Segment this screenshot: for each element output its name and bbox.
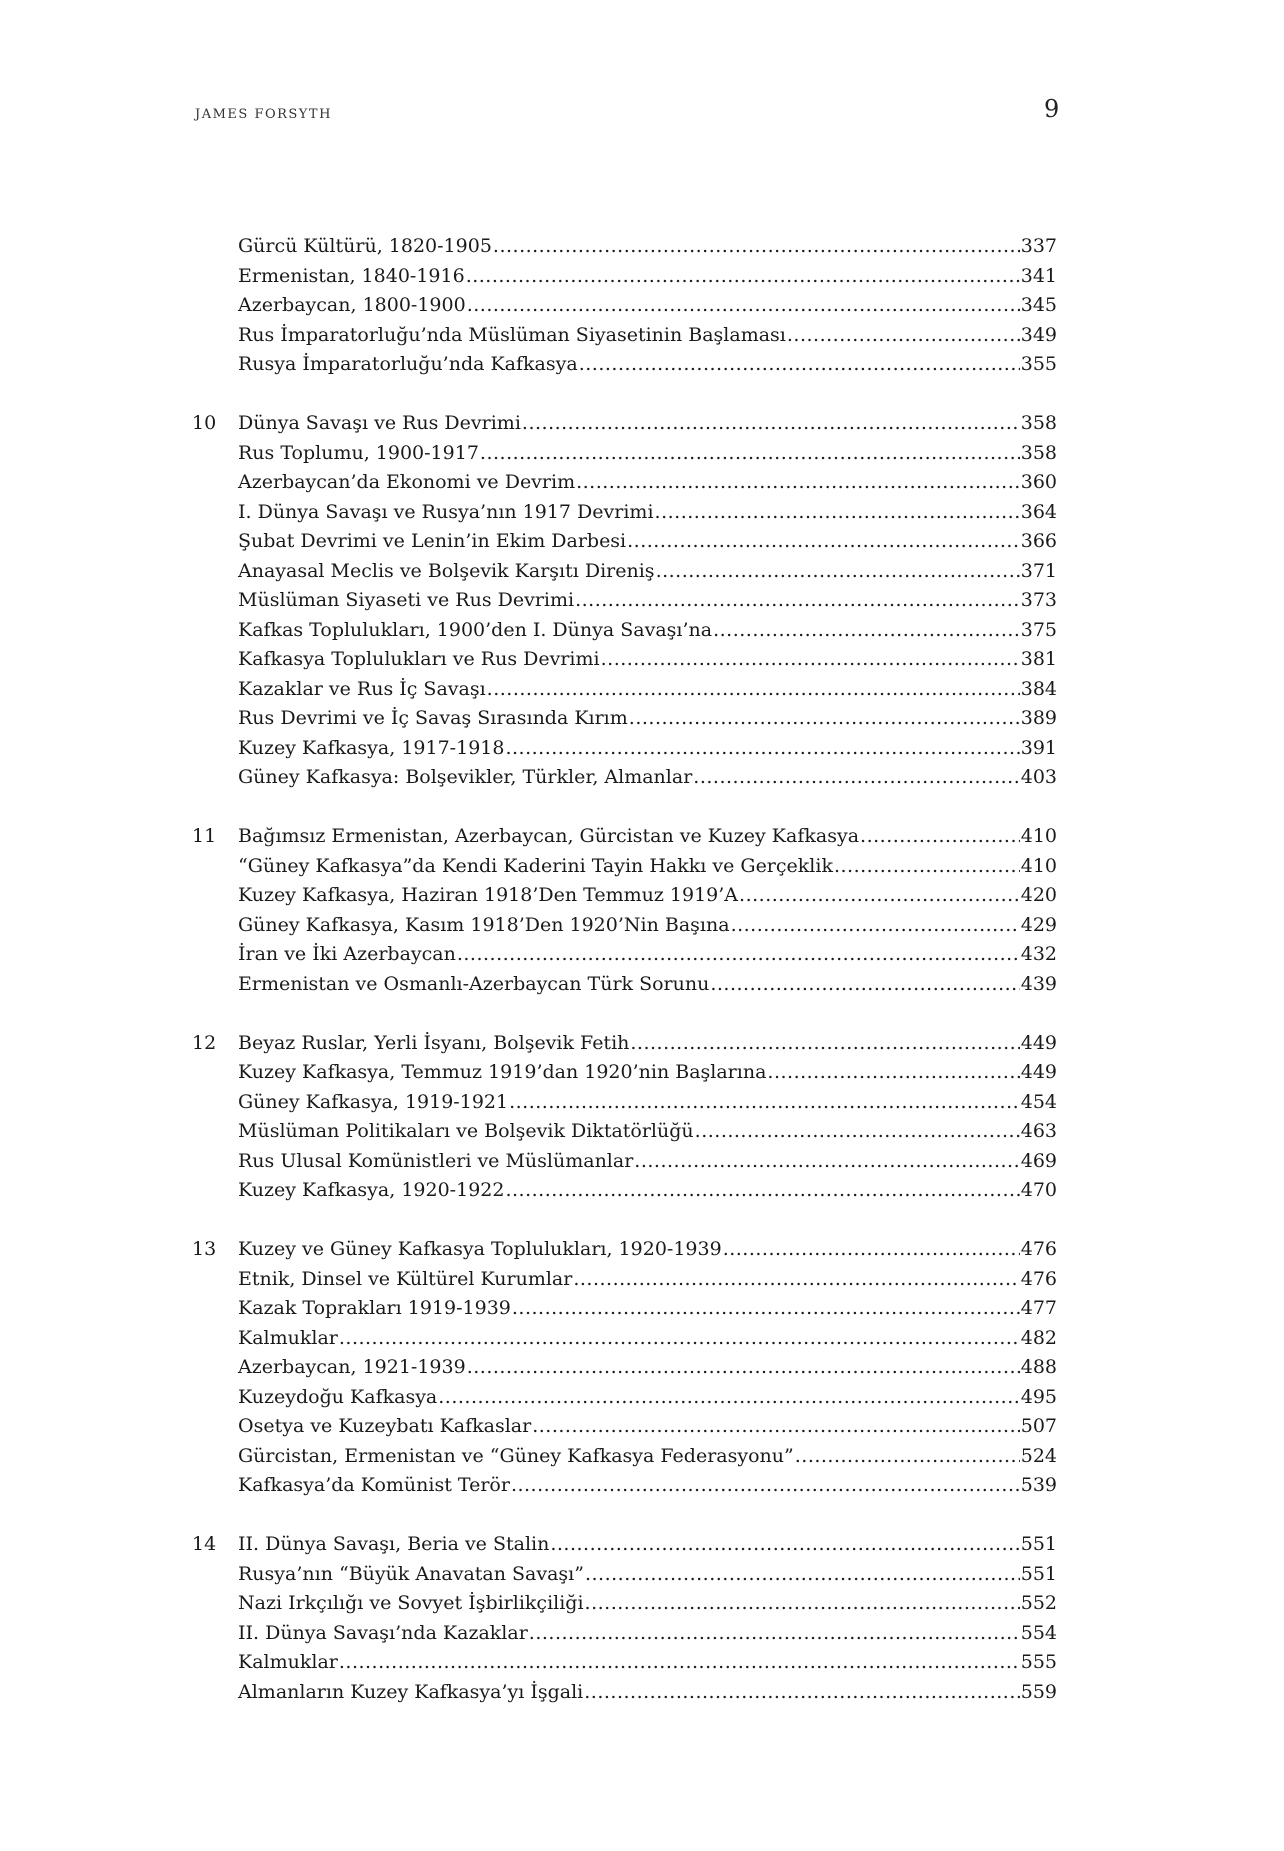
entry-title: Almanların Kuzey Kafkasya’yı İşgali — [238, 1680, 584, 1703]
toc-chapter-entry — [192, 1032, 1057, 1062]
toc-section-entry — [192, 1268, 1057, 1298]
dot-leader — [695, 1120, 1020, 1142]
toc-section-entry — [192, 1445, 1057, 1475]
entry-title: Kafkasya Toplulukları ve Rus Devrimi — [238, 648, 600, 670]
toc-section-entry — [192, 589, 1057, 619]
entry-title: Güney Kafkasya, Kasım 1918’Den 1920’Nin Başına — [238, 913, 730, 936]
dot-leader — [739, 884, 1020, 906]
toc-section-entry — [192, 1061, 1057, 1091]
dot-leader — [585, 1563, 1020, 1585]
entry-title: Rus Devrimi ve İç Savaş Sırasında Kırım — [238, 707, 628, 729]
toc-section-entry — [192, 914, 1057, 944]
toc-section-entry — [192, 471, 1057, 501]
entry-page-number: 524 — [1020, 1444, 1057, 1467]
entry-title: Anayasal Meclis ve Bolşevik Karşıtı Direniş — [238, 559, 655, 582]
entry-title: Osetya ve Kuzeybatı Kafkaslar — [238, 1415, 532, 1437]
entry-title: Rus İmparatorluğu’nda Müslüman Siyasetinin Başlaması — [238, 323, 786, 346]
toc-chapter-entry — [192, 825, 1057, 855]
entry-page-number: 559 — [1020, 1680, 1057, 1703]
dot-leader — [693, 766, 1019, 788]
entry-title: Müslüman Siyaseti ve Rus Devrimi — [238, 589, 575, 611]
dot-leader — [710, 973, 1019, 995]
toc-section-entry — [192, 1415, 1057, 1445]
dot-leader — [339, 1651, 1020, 1673]
toc-section-entry — [192, 884, 1057, 914]
entry-page-number: 463 — [1020, 1120, 1057, 1142]
toc-section-entry — [192, 560, 1057, 590]
dot-leader — [505, 737, 1019, 759]
dot-leader — [713, 619, 1020, 641]
entry-title: Rusya’nın “Büyük Anavatan Savaşı” — [238, 1562, 584, 1585]
toc-section-entry — [192, 648, 1057, 678]
dot-leader — [834, 855, 1020, 877]
toc-chapter-group — [192, 825, 1057, 1002]
entry-title: İran ve İki Azerbaycan — [238, 943, 456, 965]
chapter-number: 13 — [192, 1238, 217, 1260]
chapter-number: 12 — [192, 1031, 217, 1054]
dot-leader — [532, 1415, 1020, 1437]
dot-leader — [731, 914, 1020, 936]
toc-section-entry — [192, 1356, 1057, 1386]
entry-title: Rusya İmparatorluğu’nda Kafkasya — [238, 353, 578, 375]
entry-page-number: 477 — [1020, 1297, 1057, 1319]
dot-leader — [627, 530, 1020, 552]
entry-page-number: 366 — [1020, 530, 1057, 552]
dot-leader — [630, 1032, 1019, 1054]
dot-leader — [584, 1681, 1019, 1703]
toc-section-entry — [192, 1297, 1057, 1327]
dot-leader — [655, 501, 1020, 523]
dot-leader — [860, 825, 1020, 847]
entry-page-number: 488 — [1020, 1356, 1057, 1378]
dot-leader — [438, 1386, 1019, 1408]
entry-title: Dünya Savaşı ve Rus Devrimi — [238, 412, 521, 434]
entry-page-number: 551 — [1020, 1533, 1057, 1555]
toc-section-entry — [192, 943, 1057, 973]
dot-leader — [723, 1238, 1020, 1260]
entry-title: Rus Ulusal Komünistleri ve Müslümanlar — [238, 1149, 634, 1172]
toc-section-entry — [192, 1592, 1057, 1622]
entry-page-number: 337 — [1020, 235, 1057, 257]
entry-title: Kuzey Kafkasya, Haziran 1918’Den Temmuz 1919’A — [238, 884, 739, 906]
entry-page-number: 391 — [1020, 736, 1057, 759]
dot-leader — [512, 1297, 1020, 1319]
toc-section-entry — [192, 530, 1057, 560]
entry-title: Müslüman Politikaları ve Bolşevik Diktatörlüğü — [238, 1120, 694, 1142]
entry-title: Güney Kafkasya: Bolşevikler, Türkler, Almanlar — [238, 766, 693, 788]
toc-section-entry — [192, 442, 1057, 472]
entry-title: Nazi Irkçılığı ve Sovyet İşbirlikçiliği — [238, 1592, 584, 1614]
dot-leader — [579, 353, 1020, 375]
toc-section-entry — [192, 973, 1057, 1003]
entry-title: Gürcü Kültürü, 1820-1905 — [238, 235, 492, 257]
dot-leader — [629, 707, 1020, 729]
toc-chapter-group — [192, 235, 1057, 383]
entry-page-number: 507 — [1020, 1415, 1057, 1437]
dot-leader — [575, 589, 1020, 611]
entry-page-number: 371 — [1020, 559, 1057, 582]
entry-title: Kafkasya’da Komünist Terör — [238, 1474, 510, 1496]
toc-section-entry — [192, 855, 1057, 885]
dot-leader — [467, 294, 1020, 316]
entry-title: Azerbaycan, 1800-1900 — [238, 294, 466, 316]
entry-page-number: 410 — [1020, 854, 1057, 877]
entry-page-number: 349 — [1020, 323, 1057, 346]
entry-title: Kuzey Kafkasya, 1917-1918 — [238, 736, 505, 759]
entry-page-number: 449 — [1020, 1031, 1057, 1054]
chapter-number: 11 — [192, 825, 217, 847]
toc-chapter-group — [192, 412, 1057, 796]
toc-section-entry — [192, 1386, 1057, 1416]
entry-page-number: 554 — [1020, 1621, 1057, 1644]
chapter-number: 10 — [192, 412, 217, 434]
entry-page-number: 403 — [1020, 766, 1057, 788]
entry-title: Azerbaycan, 1921-1939 — [238, 1356, 466, 1378]
dot-leader — [634, 1150, 1019, 1172]
entry-title: Gürcistan, Ermenistan ve “Güney Kafkasya Federasyonu” — [238, 1444, 794, 1467]
toc-chapter-group — [192, 1032, 1057, 1209]
entry-title: I. Dünya Savaşı ve Rusya’nın 1917 Devrimi — [238, 500, 654, 523]
toc-section-entry — [192, 1179, 1057, 1209]
entry-page-number: 469 — [1020, 1149, 1057, 1172]
toc-section-entry — [192, 294, 1057, 324]
entry-page-number: 539 — [1020, 1474, 1057, 1496]
entry-title: Beyaz Ruslar, Yerli İsyanı, Bolşevik Fetih — [238, 1031, 630, 1054]
entry-title: Güney Kafkasya, 1919-1921 — [238, 1090, 509, 1113]
entry-page-number: 476 — [1020, 1238, 1057, 1260]
entry-page-number: 341 — [1020, 264, 1057, 287]
entry-title: Kalmuklar — [238, 1326, 338, 1349]
entry-title: Kafkas Toplulukları, 1900’den I. Dünya Savaşı’na — [238, 618, 713, 641]
toc-section-entry — [192, 707, 1057, 737]
entry-title: Kalmuklar — [238, 1651, 338, 1673]
toc-chapter-entry — [192, 1238, 1057, 1268]
dot-leader — [505, 1179, 1019, 1201]
toc-section-entry — [192, 737, 1057, 767]
toc-section-entry — [192, 353, 1057, 383]
dot-leader — [767, 1061, 1019, 1083]
chapter-number: 14 — [192, 1533, 217, 1555]
entry-page-number: 454 — [1020, 1090, 1057, 1113]
dot-leader — [550, 1533, 1019, 1555]
toc-section-entry — [192, 1622, 1057, 1652]
toc-chapter-entry — [192, 1533, 1057, 1563]
dot-leader — [339, 1327, 1020, 1349]
toc-section-entry — [192, 324, 1057, 354]
toc-section-entry — [192, 265, 1057, 295]
entry-title: Azerbaycan’da Ekonomi ve Devrim — [238, 471, 576, 493]
toc-section-entry — [192, 1150, 1057, 1180]
dot-leader — [585, 1592, 1020, 1614]
toc-section-entry — [192, 501, 1057, 531]
entry-page-number: 439 — [1020, 972, 1057, 995]
toc-chapter-entry — [192, 412, 1057, 442]
dot-leader — [480, 442, 1020, 464]
dot-leader — [787, 324, 1020, 346]
dot-leader — [573, 1268, 1019, 1290]
page-number: 9 — [1044, 95, 1060, 123]
entry-page-number: 384 — [1020, 677, 1057, 700]
dot-leader — [795, 1445, 1020, 1467]
entry-title: Ermenistan ve Osmanlı-Azerbaycan Türk Sorunu — [238, 972, 710, 995]
entry-page-number: 420 — [1020, 884, 1057, 906]
toc-section-entry — [192, 678, 1057, 708]
entry-page-number: 355 — [1020, 353, 1057, 375]
dot-leader — [466, 265, 1020, 287]
toc-section-entry — [192, 1120, 1057, 1150]
entry-title: Ermenistan, 1840-1916 — [238, 264, 465, 287]
entry-page-number: 449 — [1020, 1061, 1057, 1083]
dot-leader — [601, 648, 1020, 670]
entry-title: Kazaklar ve Rus İç Savaşı — [238, 677, 486, 700]
toc-section-entry — [192, 1091, 1057, 1121]
toc-chapter-group — [192, 1533, 1057, 1710]
entry-page-number: 410 — [1020, 825, 1057, 847]
dot-leader — [522, 412, 1020, 434]
dot-leader — [493, 235, 1020, 257]
dot-leader — [529, 1622, 1020, 1644]
dot-leader — [457, 943, 1020, 965]
entry-title: Etnik, Dinsel ve Kültürel Kurumlar — [238, 1267, 573, 1290]
entry-page-number: 364 — [1020, 500, 1057, 523]
entry-page-number: 345 — [1020, 294, 1057, 316]
dot-leader — [576, 471, 1020, 493]
entry-page-number: 375 — [1020, 618, 1057, 641]
entry-page-number: 495 — [1020, 1385, 1057, 1408]
toc-section-entry — [192, 1681, 1057, 1711]
running-head: JAMES FORSYTH — [195, 107, 332, 122]
entry-page-number: 432 — [1020, 943, 1057, 965]
dot-leader — [467, 1356, 1020, 1378]
entry-page-number: 360 — [1020, 471, 1057, 493]
toc-chapter-group — [192, 1238, 1057, 1504]
entry-page-number: 555 — [1020, 1651, 1057, 1673]
entry-page-number: 381 — [1020, 648, 1057, 670]
entry-title: Kuzey Kafkasya, Temmuz 1919’dan 1920’nin Başlarına — [238, 1061, 767, 1083]
entry-title: Kuzey Kafkasya, 1920-1922 — [238, 1179, 505, 1201]
entry-page-number: 470 — [1020, 1179, 1057, 1201]
toc-section-entry — [192, 1651, 1057, 1681]
toc-section-entry — [192, 1563, 1057, 1593]
dot-leader — [656, 560, 1020, 582]
entry-page-number: 551 — [1020, 1562, 1057, 1585]
entry-page-number: 482 — [1020, 1326, 1057, 1349]
entry-page-number: 358 — [1020, 412, 1057, 434]
toc-section-entry — [192, 235, 1057, 265]
entry-page-number: 373 — [1020, 589, 1057, 611]
dot-leader — [509, 1091, 1020, 1113]
table-of-contents — [192, 235, 1057, 1740]
entry-title: II. Dünya Savaşı’nda Kazaklar — [238, 1621, 528, 1644]
dot-leader — [487, 678, 1020, 700]
entry-page-number: 552 — [1020, 1592, 1057, 1614]
toc-section-entry — [192, 766, 1057, 796]
entry-title: Şubat Devrimi ve Lenin’in Ekim Darbesi — [238, 530, 627, 552]
entry-title: Kuzeydoğu Kafkasya — [238, 1385, 438, 1408]
entry-title: Kazak Toprakları 1919-1939 — [238, 1297, 511, 1319]
dot-leader — [511, 1474, 1020, 1496]
entry-page-number: 429 — [1020, 913, 1057, 936]
entry-title: Rus Toplumu, 1900-1917 — [238, 441, 479, 464]
toc-section-entry — [192, 619, 1057, 649]
entry-title: Kuzey ve Güney Kafkasya Toplulukları, 1920-1939 — [238, 1238, 722, 1260]
entry-page-number: 358 — [1020, 441, 1057, 464]
toc-section-entry — [192, 1474, 1057, 1504]
entry-page-number: 476 — [1020, 1267, 1057, 1290]
entry-title: “Güney Kafkasya”da Kendi Kaderini Tayin Hakkı ve Gerçeklik — [238, 854, 833, 877]
toc-section-entry — [192, 1327, 1057, 1357]
entry-page-number: 389 — [1020, 707, 1057, 729]
entry-title: II. Dünya Savaşı, Beria ve Stalin — [238, 1533, 550, 1555]
entry-title: Bağımsız Ermenistan, Azerbaycan, Gürcistan ve Kuzey Kafkasya — [238, 825, 860, 847]
